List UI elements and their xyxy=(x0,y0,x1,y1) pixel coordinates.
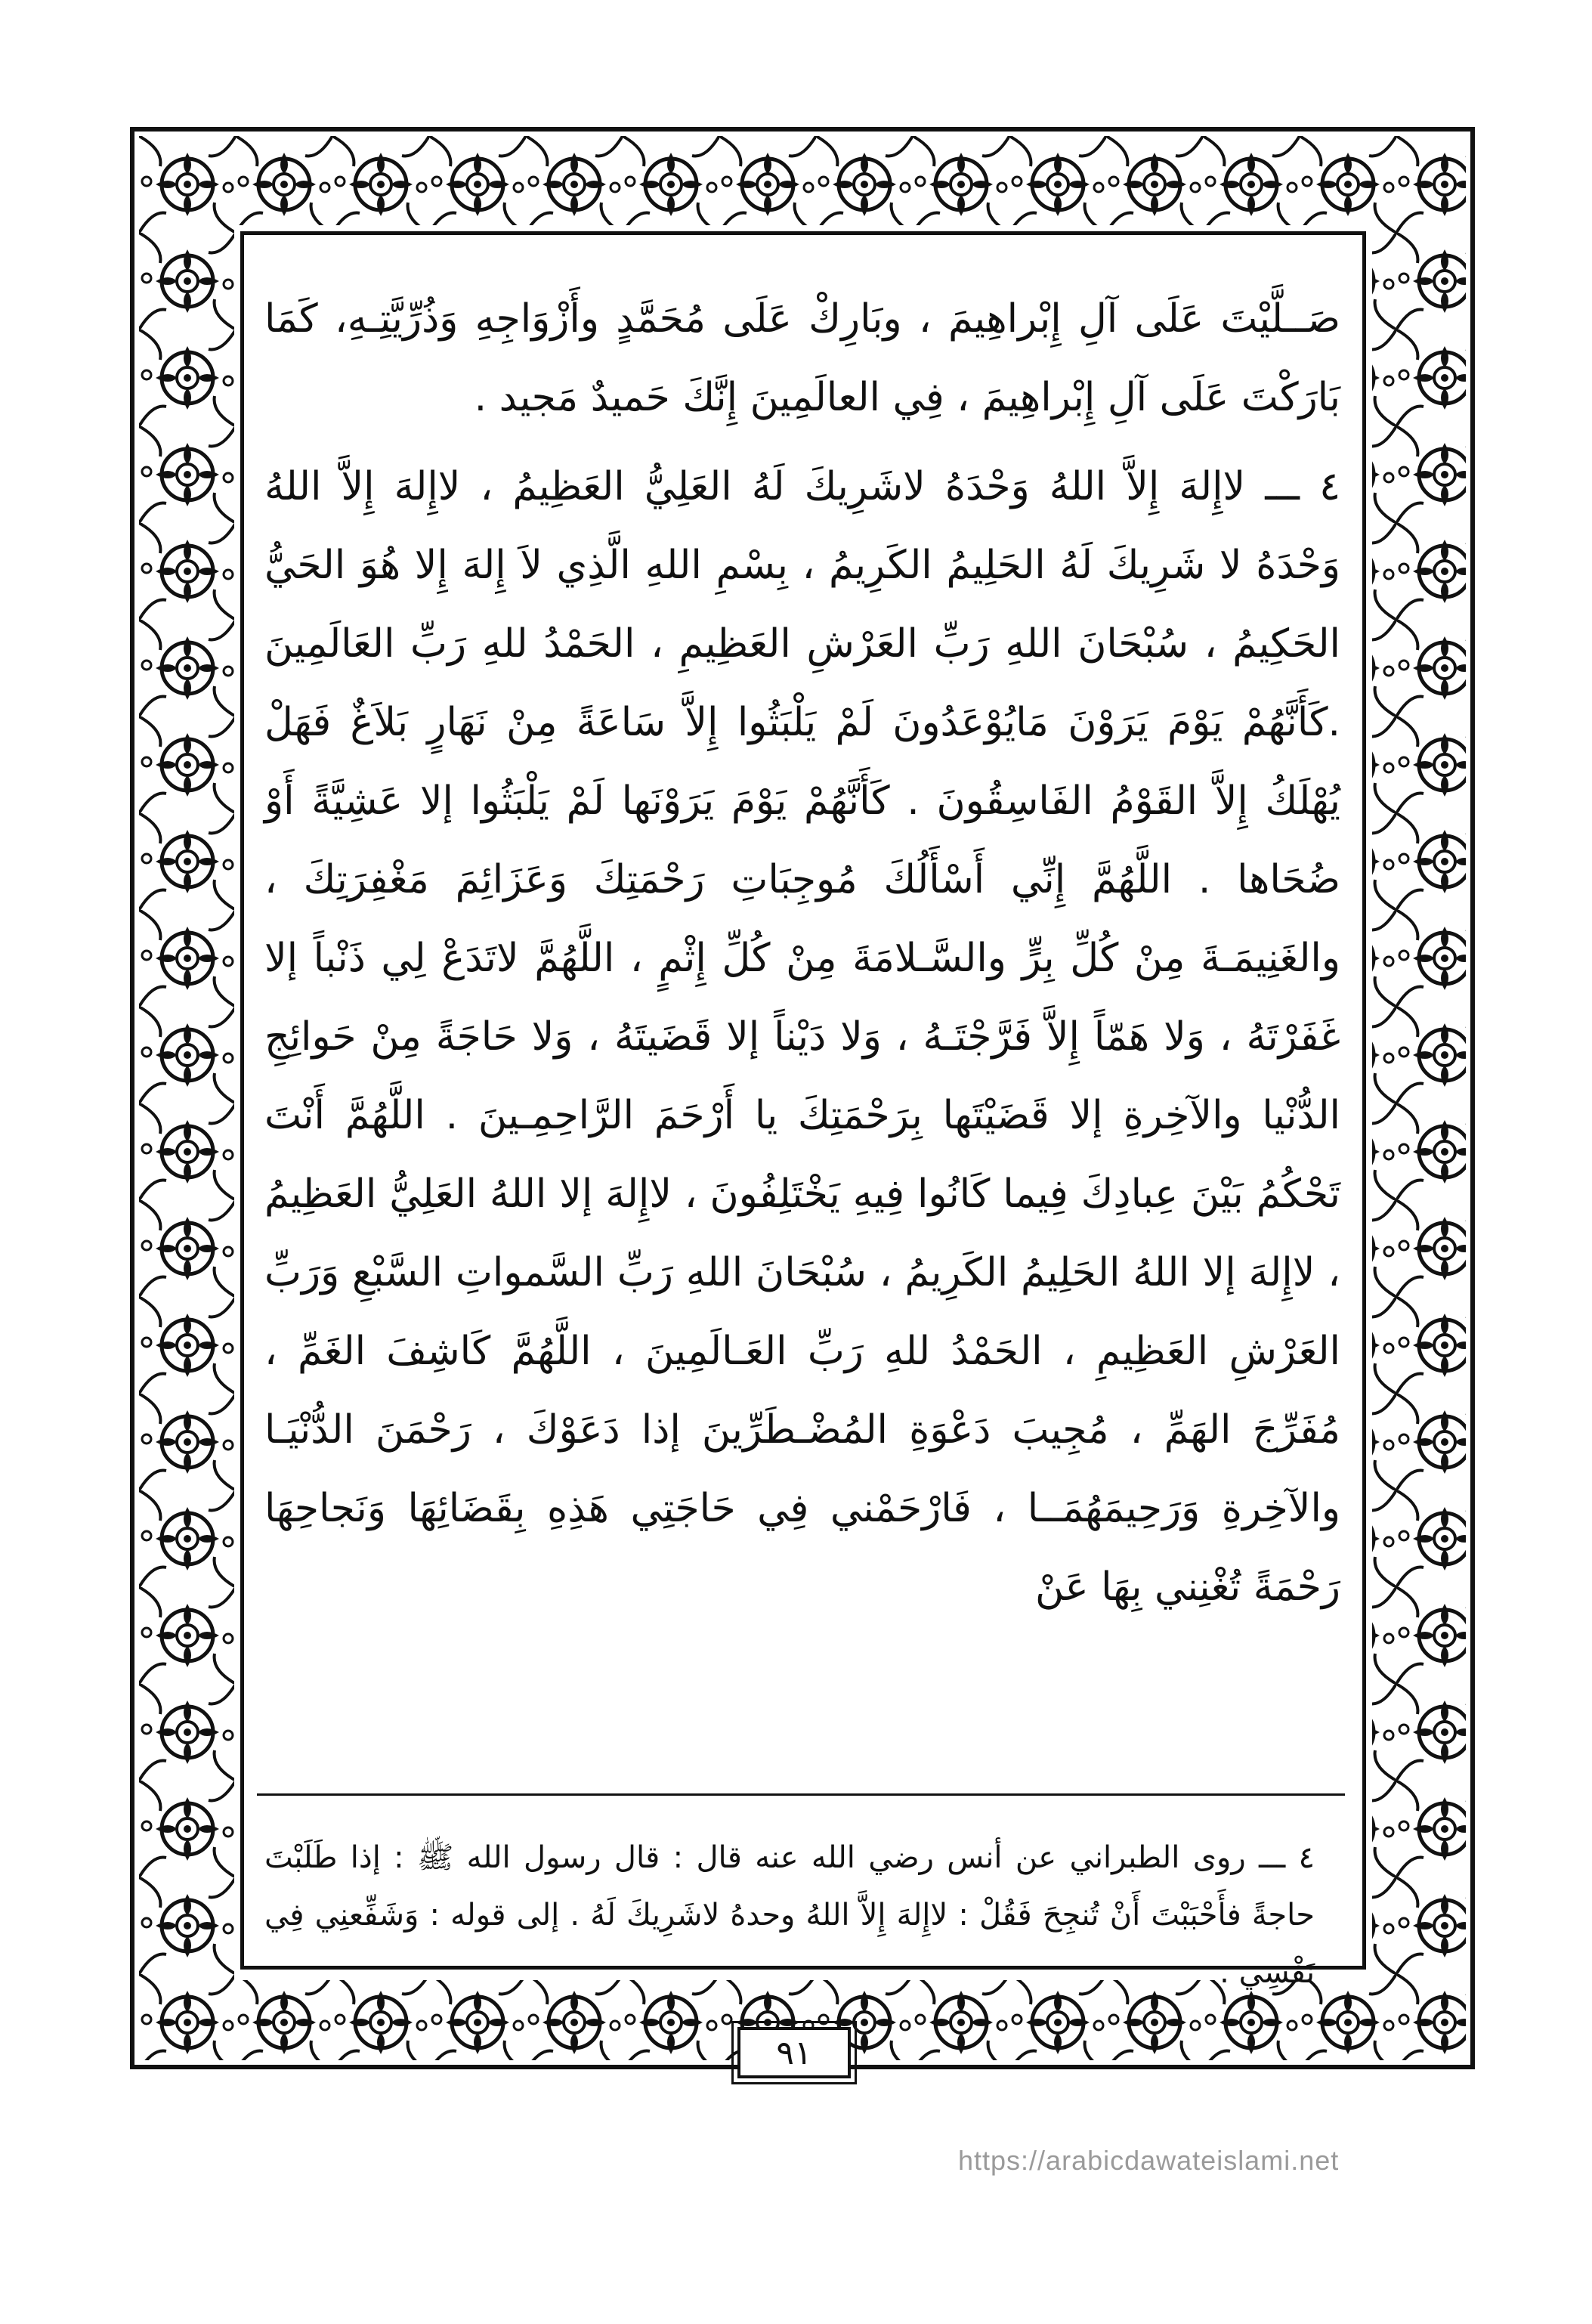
page-number: ٩١ xyxy=(737,2027,851,2078)
footnote-text: ٤ ـــ روى الطبراني عن أنس رضي الله عنه قال : قال رسول الله ﷺ : إذا طَلَبْتَ حاجةً فأَحْبَبْتَ أَنْ تُنجِحَ فَقُلْ : لاإِلهَ إِلاَّ اللهُ وحدهُ لاشَرِيكَ لَهُ . إلى قوله : وَشَفِّعنِي فِي نَفْسِي . xyxy=(264,1840,1315,1990)
footnote-block xyxy=(264,1829,1315,2001)
footnote-divider xyxy=(257,1793,1345,1796)
source-watermark: https://arabicdawateislami.net xyxy=(958,2145,1340,2176)
main-text-block xyxy=(264,280,1340,1626)
paragraph-salawat-ending: صَــلَّيْتَ عَلَى آلِ إِبْراهِيمَ ، وبَارِكْ عَلَى مُحَمَّدٍ وأَزْوَاجِهِ وَذُرِّيَّتِـهِ، كَمَا بَارَكْتَ عَلَى آلِ إِبْراهِيمَ ، فِي العالَمِينَ إِنَّكَ حَميدٌ مَجيد . xyxy=(264,296,1340,420)
paragraph-dua-4: ٤ ـــ لاإِلهَ إِلاَّ اللهُ وَحْدَهُ لاشَرِيكَ لَهُ العَلِيُّ العَظِيمُ ، لاإِلهَ إِلاَّ اللهُ وَحْدَهُ لا شَرِيكَ لَهُ الحَلِيمُ الكَرِيمُ ، بِسْمِ اللهِ الَّذِي لاَ إِلهَ إِلا هُوَ الحَيُّ الحَكِيمُ ، سُبْحَانَ اللهِ رَبِّ العَرْشِ العَظِيمِ ، الحَمْدُ للهِ رَبِّ العَالَمِينَ .كَأَنَّهُمْ يَوْمَ يَرَوْنَ مَايُوْعَدُونَ لَمْ يَلْبَثُوا إِلاَّ سَاعَةً مِنْ نَهَارٍ بَلاَغٌ فَهَلْ يُهْلَكُ إِلاَّ القَوْمُ الفَاسِقُونَ . كَأَنَّهُمْ يَوْمَ يَرَوْنَها لَمْ يَلْبَثُوا إلا عَشِيَّةً أَوْ ضُحَاها . اللَّهُمَّ إِنِّي أَسْأَلُكَ مُوجِبَاتِ رَحْمَتِكَ وَعَزَائِمَ مَغْفِرَتِكَ ، والغَنِيمَـةَ مِنْ كُلِّ بِرٍّ والسَّـلامَةَ مِنْ كُلِّ إِثْمٍ ، اللَّهُمَّ لاتَدَعْ لِي ذَنْباً إلا غَفَرْتَهُ ، وَلا هَمّاً إِلاَّ فَرَّجْتَـهُ ، وَلا دَيْناً إلا قَضَيتَهُ ، وَلا حَاجَةً مِنْ حَوائِجِ الدُّنْيا والآخِرةِ إلا قَضَيْتَها بِرَحْمَتِكَ يا أَرْحَمَ الرَّاحِمِـينَ . اللَّهُمَّ أَنْتَ تَحْكُمُ بَيْنَ عِبادِكَ فِيما كَانُوا فِيهِ يَخْتَلِفُونَ ، لاإِلهَ إلا اللهُ العَلِيُّ العَظِيمُ ، لاإِلهَ إلا اللهُ الحَلِيمُ الكَرِيمُ ، سُبْحَانَ اللهِ رَبِّ السَّمواتِ السَّبْعِ وَرَبِّ العَرْشِ العَظِيمِ ، الحَمْدُ للهِ رَبِّ العَـالَمِينَ ، اللَّهُمَّ كَاشِفَ الغَمِّ ، مُفَرِّجَ الهَمِّ ، مُجِيبَ دَعْوَةِ المُضْـطَرِّينَ إذا دَعَوْكَ ، رَحْمَنَ الدُّنْيَـا والآخِرةِ وَرَحِيمَهُمَــا ، فَارْحَمْني فِي حَاجَتِي هَذِهِ بِقَضَائِهَا وَنَجاحِهَا رَحْمَةً تُغْنِني بِهَا عَنْ xyxy=(264,464,1340,1610)
